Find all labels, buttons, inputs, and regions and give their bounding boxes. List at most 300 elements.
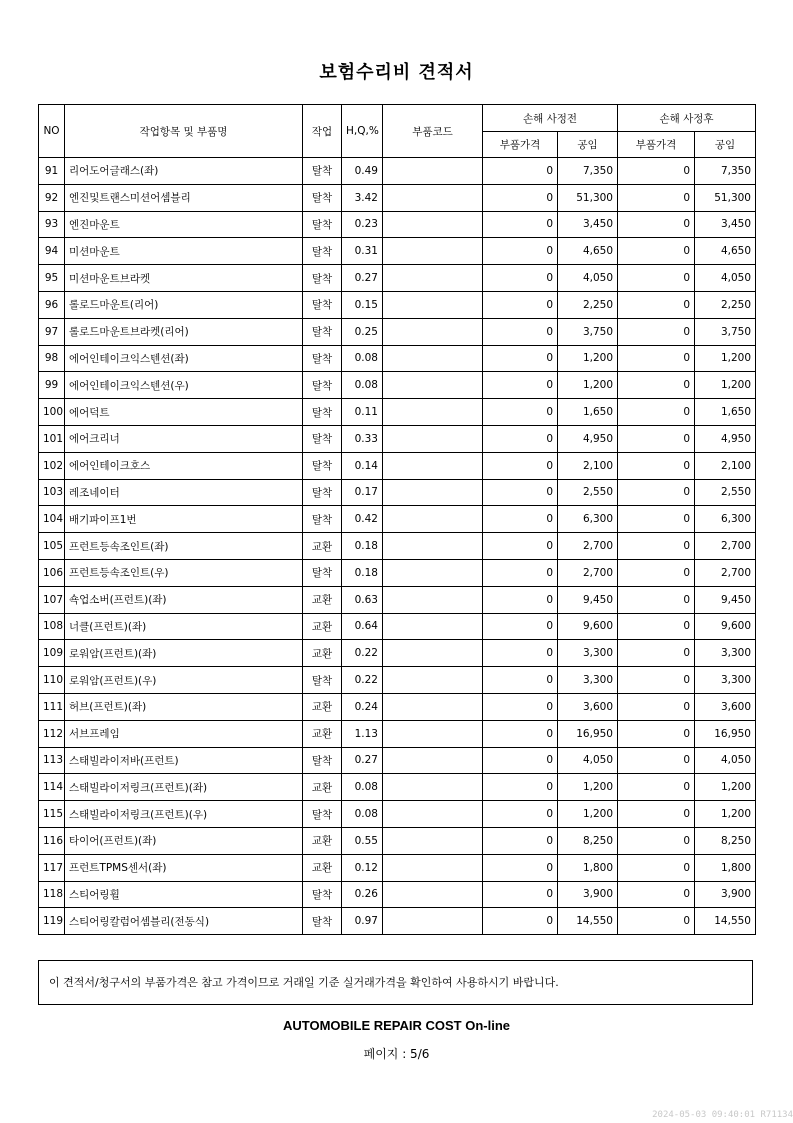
row-work-type: 탈착: [303, 184, 342, 211]
row-no: 92: [39, 184, 65, 211]
row-hq: 0.11: [342, 399, 383, 426]
row-hq: 0.27: [342, 747, 383, 774]
row-after-part-price: 0: [618, 533, 695, 560]
row-after-part-price: 0: [618, 908, 695, 935]
row-hq: 0.12: [342, 854, 383, 881]
row-hq: 0.18: [342, 559, 383, 586]
row-no: 106: [39, 559, 65, 586]
row-no: 96: [39, 291, 65, 318]
row-hq: 0.27: [342, 265, 383, 292]
row-before-part-price: 0: [483, 345, 558, 372]
row-before-part-price: 0: [483, 506, 558, 533]
estimate-table: [38, 104, 756, 935]
row-hq: 0.22: [342, 640, 383, 667]
row-item-name: 에어인테이크익스텐션(좌): [65, 345, 303, 372]
row-before-part-price: 0: [483, 184, 558, 211]
document-title: 보험수리비 견적서: [319, 62, 474, 83]
row-before-labor: 2,700: [558, 559, 618, 586]
row-hq: 0.08: [342, 774, 383, 801]
row-work-type: 탈착: [303, 747, 342, 774]
table-row: [39, 774, 756, 801]
row-after-part-price: 0: [618, 506, 695, 533]
row-after-labor: 4,650: [695, 238, 756, 265]
row-work-type: 탈착: [303, 667, 342, 694]
row-part-code: [383, 345, 483, 372]
row-hq: 0.08: [342, 801, 383, 828]
row-after-labor: 1,200: [695, 801, 756, 828]
row-no: 111: [39, 693, 65, 720]
row-part-code: [383, 827, 483, 854]
row-part-code: [383, 693, 483, 720]
row-before-part-price: 0: [483, 854, 558, 881]
row-no: 112: [39, 720, 65, 747]
row-hq: 0.33: [342, 425, 383, 452]
row-before-labor: 1,200: [558, 801, 618, 828]
row-no: 95: [39, 265, 65, 292]
row-before-part-price: 0: [483, 452, 558, 479]
row-after-part-price: 0: [618, 372, 695, 399]
row-before-part-price: 0: [483, 372, 558, 399]
header-hq: H,Q,%: [342, 105, 383, 158]
row-before-part-price: 0: [483, 881, 558, 908]
row-part-code: [383, 291, 483, 318]
row-no: 97: [39, 318, 65, 345]
row-no: 105: [39, 533, 65, 560]
row-work-type: 탈착: [303, 318, 342, 345]
table-row: [39, 158, 756, 185]
row-before-labor: 3,900: [558, 881, 618, 908]
row-part-code: [383, 479, 483, 506]
row-after-part-price: 0: [618, 318, 695, 345]
row-after-part-price: 0: [618, 265, 695, 292]
table-row: [39, 801, 756, 828]
row-no: 103: [39, 479, 65, 506]
row-before-labor: 1,650: [558, 399, 618, 426]
row-after-labor: 3,750: [695, 318, 756, 345]
row-after-labor: 2,550: [695, 479, 756, 506]
row-after-labor: 4,950: [695, 425, 756, 452]
table-row: [39, 613, 756, 640]
table-row: [39, 667, 756, 694]
row-after-part-price: 0: [618, 559, 695, 586]
row-after-part-price: 0: [618, 399, 695, 426]
row-after-labor: 1,650: [695, 399, 756, 426]
row-after-labor: 7,350: [695, 158, 756, 185]
row-item-name: 로워암(프런트)(좌): [65, 640, 303, 667]
row-before-part-price: 0: [483, 801, 558, 828]
table-row: [39, 345, 756, 372]
row-after-part-price: 0: [618, 854, 695, 881]
row-no: 110: [39, 667, 65, 694]
row-no: 101: [39, 425, 65, 452]
page-number: 페이지 : 5/6: [363, 1047, 430, 1061]
row-work-type: 탈착: [303, 479, 342, 506]
row-after-part-price: 0: [618, 586, 695, 613]
estimate-rows: [39, 158, 756, 935]
row-after-part-price: 0: [618, 693, 695, 720]
row-hq: 0.31: [342, 238, 383, 265]
row-no: 108: [39, 613, 65, 640]
row-hq: 0.26: [342, 881, 383, 908]
row-item-name: 롤로드마운트브라켓(리어): [65, 318, 303, 345]
row-part-code: [383, 720, 483, 747]
table-row: [39, 559, 756, 586]
table-row: [39, 506, 756, 533]
price-notice: 이 견적서/청구서의 부품가격은 참고 가격이므로 거래일 기준 실거래가격을 확인하여 사용하시기 바랍니다.: [38, 960, 753, 1005]
row-before-labor: 3,750: [558, 318, 618, 345]
row-before-part-price: 0: [483, 238, 558, 265]
row-no: 118: [39, 881, 65, 908]
row-part-code: [383, 533, 483, 560]
row-hq: 0.24: [342, 693, 383, 720]
header-item: 작업항목 및 부품명: [65, 105, 303, 158]
row-before-labor: 3,450: [558, 211, 618, 238]
row-work-type: 탈착: [303, 345, 342, 372]
row-before-labor: 7,350: [558, 158, 618, 185]
row-work-type: 탈착: [303, 425, 342, 452]
row-item-name: 에어인테이크익스텐션(우): [65, 372, 303, 399]
row-item-name: 프런트TPMS센서(좌): [65, 854, 303, 881]
row-before-part-price: 0: [483, 747, 558, 774]
row-after-labor: 4,050: [695, 747, 756, 774]
row-item-name: 엔진마운트: [65, 211, 303, 238]
row-item-name: 프런트등속조인트(좌): [65, 533, 303, 560]
table-row: [39, 720, 756, 747]
row-part-code: [383, 801, 483, 828]
row-part-code: [383, 881, 483, 908]
row-hq: 0.15: [342, 291, 383, 318]
row-after-labor: 9,600: [695, 613, 756, 640]
row-after-part-price: 0: [618, 211, 695, 238]
header-no: NO: [39, 105, 65, 158]
header-before-assessment: 손해 사정전: [483, 105, 618, 132]
table-row: [39, 854, 756, 881]
row-no: 113: [39, 747, 65, 774]
row-before-labor: 1,800: [558, 854, 618, 881]
row-before-labor: 4,950: [558, 425, 618, 452]
row-after-part-price: 0: [618, 291, 695, 318]
row-no: 115: [39, 801, 65, 828]
row-before-labor: 4,050: [558, 265, 618, 292]
row-part-code: [383, 452, 483, 479]
row-item-name: 배기파이프1번: [65, 506, 303, 533]
row-after-labor: 2,700: [695, 533, 756, 560]
row-work-type: 탈착: [303, 559, 342, 586]
table-row: [39, 908, 756, 935]
row-work-type: 교환: [303, 533, 342, 560]
row-no: 94: [39, 238, 65, 265]
row-item-name: 스태빌라이저바(프런트): [65, 747, 303, 774]
table-row: [39, 533, 756, 560]
row-work-type: 교환: [303, 827, 342, 854]
row-hq: 0.64: [342, 613, 383, 640]
row-hq: 0.25: [342, 318, 383, 345]
row-after-labor: 1,800: [695, 854, 756, 881]
row-hq: 0.18: [342, 533, 383, 560]
row-item-name: 엔진및트랜스미션어셈블리: [65, 184, 303, 211]
row-after-labor: 51,300: [695, 184, 756, 211]
row-no: 109: [39, 640, 65, 667]
row-hq: 0.17: [342, 479, 383, 506]
row-item-name: 스티어링칼럼어셈블리(전동식): [65, 908, 303, 935]
header-before-labor: 공임: [558, 132, 618, 158]
row-before-labor: 3,300: [558, 667, 618, 694]
row-after-labor: 16,950: [695, 720, 756, 747]
row-part-code: [383, 506, 483, 533]
row-before-labor: 1,200: [558, 345, 618, 372]
row-work-type: 교환: [303, 854, 342, 881]
row-before-part-price: 0: [483, 586, 558, 613]
row-before-part-price: 0: [483, 318, 558, 345]
row-hq: 3.42: [342, 184, 383, 211]
table-row: [39, 184, 756, 211]
row-before-part-price: 0: [483, 291, 558, 318]
row-work-type: 교환: [303, 774, 342, 801]
row-part-code: [383, 908, 483, 935]
row-before-labor: 9,450: [558, 586, 618, 613]
row-work-type: 탈착: [303, 265, 342, 292]
row-after-labor: 1,200: [695, 372, 756, 399]
header-work: 작업: [303, 105, 342, 158]
table-row: [39, 211, 756, 238]
row-work-type: 교환: [303, 640, 342, 667]
row-no: 102: [39, 452, 65, 479]
row-before-part-price: 0: [483, 158, 558, 185]
table-row: [39, 747, 756, 774]
row-hq: 0.08: [342, 345, 383, 372]
row-no: 99: [39, 372, 65, 399]
table-row: [39, 693, 756, 720]
row-before-labor: 16,950: [558, 720, 618, 747]
row-after-part-price: 0: [618, 881, 695, 908]
table-row: [39, 881, 756, 908]
row-part-code: [383, 318, 483, 345]
row-part-code: [383, 613, 483, 640]
row-after-labor: 14,550: [695, 908, 756, 935]
row-after-part-price: 0: [618, 479, 695, 506]
row-after-part-price: 0: [618, 345, 695, 372]
header-before-part-price: 부품가격: [483, 132, 558, 158]
row-before-part-price: 0: [483, 908, 558, 935]
row-hq: 0.14: [342, 452, 383, 479]
table-row: [39, 479, 756, 506]
row-before-part-price: 0: [483, 211, 558, 238]
row-hq: 0.08: [342, 372, 383, 399]
row-hq: 0.49: [342, 158, 383, 185]
row-before-part-price: 0: [483, 774, 558, 801]
row-after-part-price: 0: [618, 452, 695, 479]
row-before-part-price: 0: [483, 399, 558, 426]
row-before-labor: 51,300: [558, 184, 618, 211]
row-before-labor: 2,250: [558, 291, 618, 318]
row-item-name: 스태빌라이저링크(프런트)(우): [65, 801, 303, 828]
table-row: [39, 291, 756, 318]
row-after-labor: 3,300: [695, 667, 756, 694]
row-hq: 0.97: [342, 908, 383, 935]
row-before-labor: 9,600: [558, 613, 618, 640]
row-after-part-price: 0: [618, 238, 695, 265]
row-item-name: 에어덕트: [65, 399, 303, 426]
row-work-type: 탈착: [303, 399, 342, 426]
row-part-code: [383, 372, 483, 399]
row-after-labor: 1,200: [695, 774, 756, 801]
row-work-type: 탈착: [303, 158, 342, 185]
header-after-labor: 공임: [695, 132, 756, 158]
row-item-name: 에어인테이크호스: [65, 452, 303, 479]
row-part-code: [383, 559, 483, 586]
row-hq: 0.55: [342, 827, 383, 854]
row-item-name: 쇽업소버(프런트)(좌): [65, 586, 303, 613]
row-before-labor: 4,050: [558, 747, 618, 774]
row-before-part-price: 0: [483, 265, 558, 292]
row-hq: 0.23: [342, 211, 383, 238]
row-item-name: 리어도어글래스(좌): [65, 158, 303, 185]
row-before-part-price: 0: [483, 425, 558, 452]
row-hq: 0.63: [342, 586, 383, 613]
row-before-labor: 1,200: [558, 774, 618, 801]
row-part-code: [383, 265, 483, 292]
row-work-type: 탈착: [303, 452, 342, 479]
row-after-labor: 3,300: [695, 640, 756, 667]
row-before-labor: 2,550: [558, 479, 618, 506]
row-after-labor: 2,700: [695, 559, 756, 586]
row-after-labor: 9,450: [695, 586, 756, 613]
row-before-labor: 6,300: [558, 506, 618, 533]
row-work-type: 교환: [303, 586, 342, 613]
row-part-code: [383, 184, 483, 211]
row-no: 104: [39, 506, 65, 533]
row-hq: 0.42: [342, 506, 383, 533]
row-item-name: 스태빌라이저링크(프런트)(좌): [65, 774, 303, 801]
header-part-code: 부품코드: [383, 105, 483, 158]
row-no: 107: [39, 586, 65, 613]
header-after-part-price: 부품가격: [618, 132, 695, 158]
table-row: [39, 238, 756, 265]
row-before-part-price: 0: [483, 559, 558, 586]
row-part-code: [383, 640, 483, 667]
row-before-labor: 1,200: [558, 372, 618, 399]
row-after-labor: 2,250: [695, 291, 756, 318]
row-no: 114: [39, 774, 65, 801]
row-before-labor: 8,250: [558, 827, 618, 854]
header-after-assessment: 손해 사정후: [618, 105, 756, 132]
row-work-type: 교환: [303, 693, 342, 720]
row-before-part-price: 0: [483, 613, 558, 640]
row-hq: 1.13: [342, 720, 383, 747]
row-no: 93: [39, 211, 65, 238]
row-after-part-price: 0: [618, 667, 695, 694]
table-row: [39, 318, 756, 345]
row-item-name: 스티어링휠: [65, 881, 303, 908]
row-work-type: 교환: [303, 613, 342, 640]
row-part-code: [383, 747, 483, 774]
row-work-type: 교환: [303, 720, 342, 747]
row-work-type: 탈착: [303, 801, 342, 828]
row-work-type: 탈착: [303, 291, 342, 318]
row-item-name: 타이어(프런트)(좌): [65, 827, 303, 854]
row-before-labor: 2,700: [558, 533, 618, 560]
row-after-part-price: 0: [618, 747, 695, 774]
row-part-code: [383, 854, 483, 881]
table-row: [39, 640, 756, 667]
row-before-part-price: 0: [483, 720, 558, 747]
row-no: 98: [39, 345, 65, 372]
row-part-code: [383, 238, 483, 265]
table-row: [39, 399, 756, 426]
row-work-type: 탈착: [303, 506, 342, 533]
row-before-part-price: 0: [483, 667, 558, 694]
row-after-labor: 6,300: [695, 506, 756, 533]
row-item-name: 롤로드마운트(리어): [65, 291, 303, 318]
row-before-part-price: 0: [483, 533, 558, 560]
row-before-part-price: 0: [483, 827, 558, 854]
row-after-labor: 1,200: [695, 345, 756, 372]
row-after-part-price: 0: [618, 158, 695, 185]
row-after-part-price: 0: [618, 613, 695, 640]
row-part-code: [383, 774, 483, 801]
row-before-labor: 3,600: [558, 693, 618, 720]
row-before-labor: 4,650: [558, 238, 618, 265]
row-item-name: 미션마운트브라켓: [65, 265, 303, 292]
row-hq: 0.22: [342, 667, 383, 694]
row-part-code: [383, 667, 483, 694]
row-item-name: 허브(프런트)(좌): [65, 693, 303, 720]
table-row: [39, 265, 756, 292]
row-before-part-price: 0: [483, 479, 558, 506]
row-before-labor: 14,550: [558, 908, 618, 935]
row-item-name: 프런트등속조인트(우): [65, 559, 303, 586]
row-after-part-price: 0: [618, 801, 695, 828]
row-item-name: 에어크리너: [65, 425, 303, 452]
row-item-name: 너클(프런트)(좌): [65, 613, 303, 640]
row-after-part-price: 0: [618, 184, 695, 211]
row-after-labor: 4,050: [695, 265, 756, 292]
table-row: [39, 425, 756, 452]
table-row: [39, 586, 756, 613]
row-after-part-price: 0: [618, 720, 695, 747]
row-work-type: 탈착: [303, 908, 342, 935]
row-after-part-price: 0: [618, 425, 695, 452]
row-part-code: [383, 158, 483, 185]
row-after-labor: 3,450: [695, 211, 756, 238]
row-after-labor: 3,600: [695, 693, 756, 720]
brand-footer: AUTOMOBILE REPAIR COST On-line: [282, 1018, 511, 1033]
row-item-name: 서브프레임: [65, 720, 303, 747]
row-part-code: [383, 425, 483, 452]
row-before-part-price: 0: [483, 640, 558, 667]
row-item-name: 레조네이터: [65, 479, 303, 506]
row-item-name: 미션마운트: [65, 238, 303, 265]
row-after-labor: 8,250: [695, 827, 756, 854]
row-no: 117: [39, 854, 65, 881]
row-before-labor: 2,100: [558, 452, 618, 479]
row-work-type: 탈착: [303, 238, 342, 265]
row-part-code: [383, 399, 483, 426]
table-row: [39, 372, 756, 399]
row-part-code: [383, 586, 483, 613]
row-no: 116: [39, 827, 65, 854]
row-no: 100: [39, 399, 65, 426]
row-no: 91: [39, 158, 65, 185]
row-before-part-price: 0: [483, 693, 558, 720]
row-item-name: 로워암(프런트)(우): [65, 667, 303, 694]
row-no: 119: [39, 908, 65, 935]
row-before-labor: 3,300: [558, 640, 618, 667]
row-work-type: 탈착: [303, 372, 342, 399]
row-after-part-price: 0: [618, 640, 695, 667]
table-row: [39, 827, 756, 854]
row-after-part-price: 0: [618, 827, 695, 854]
